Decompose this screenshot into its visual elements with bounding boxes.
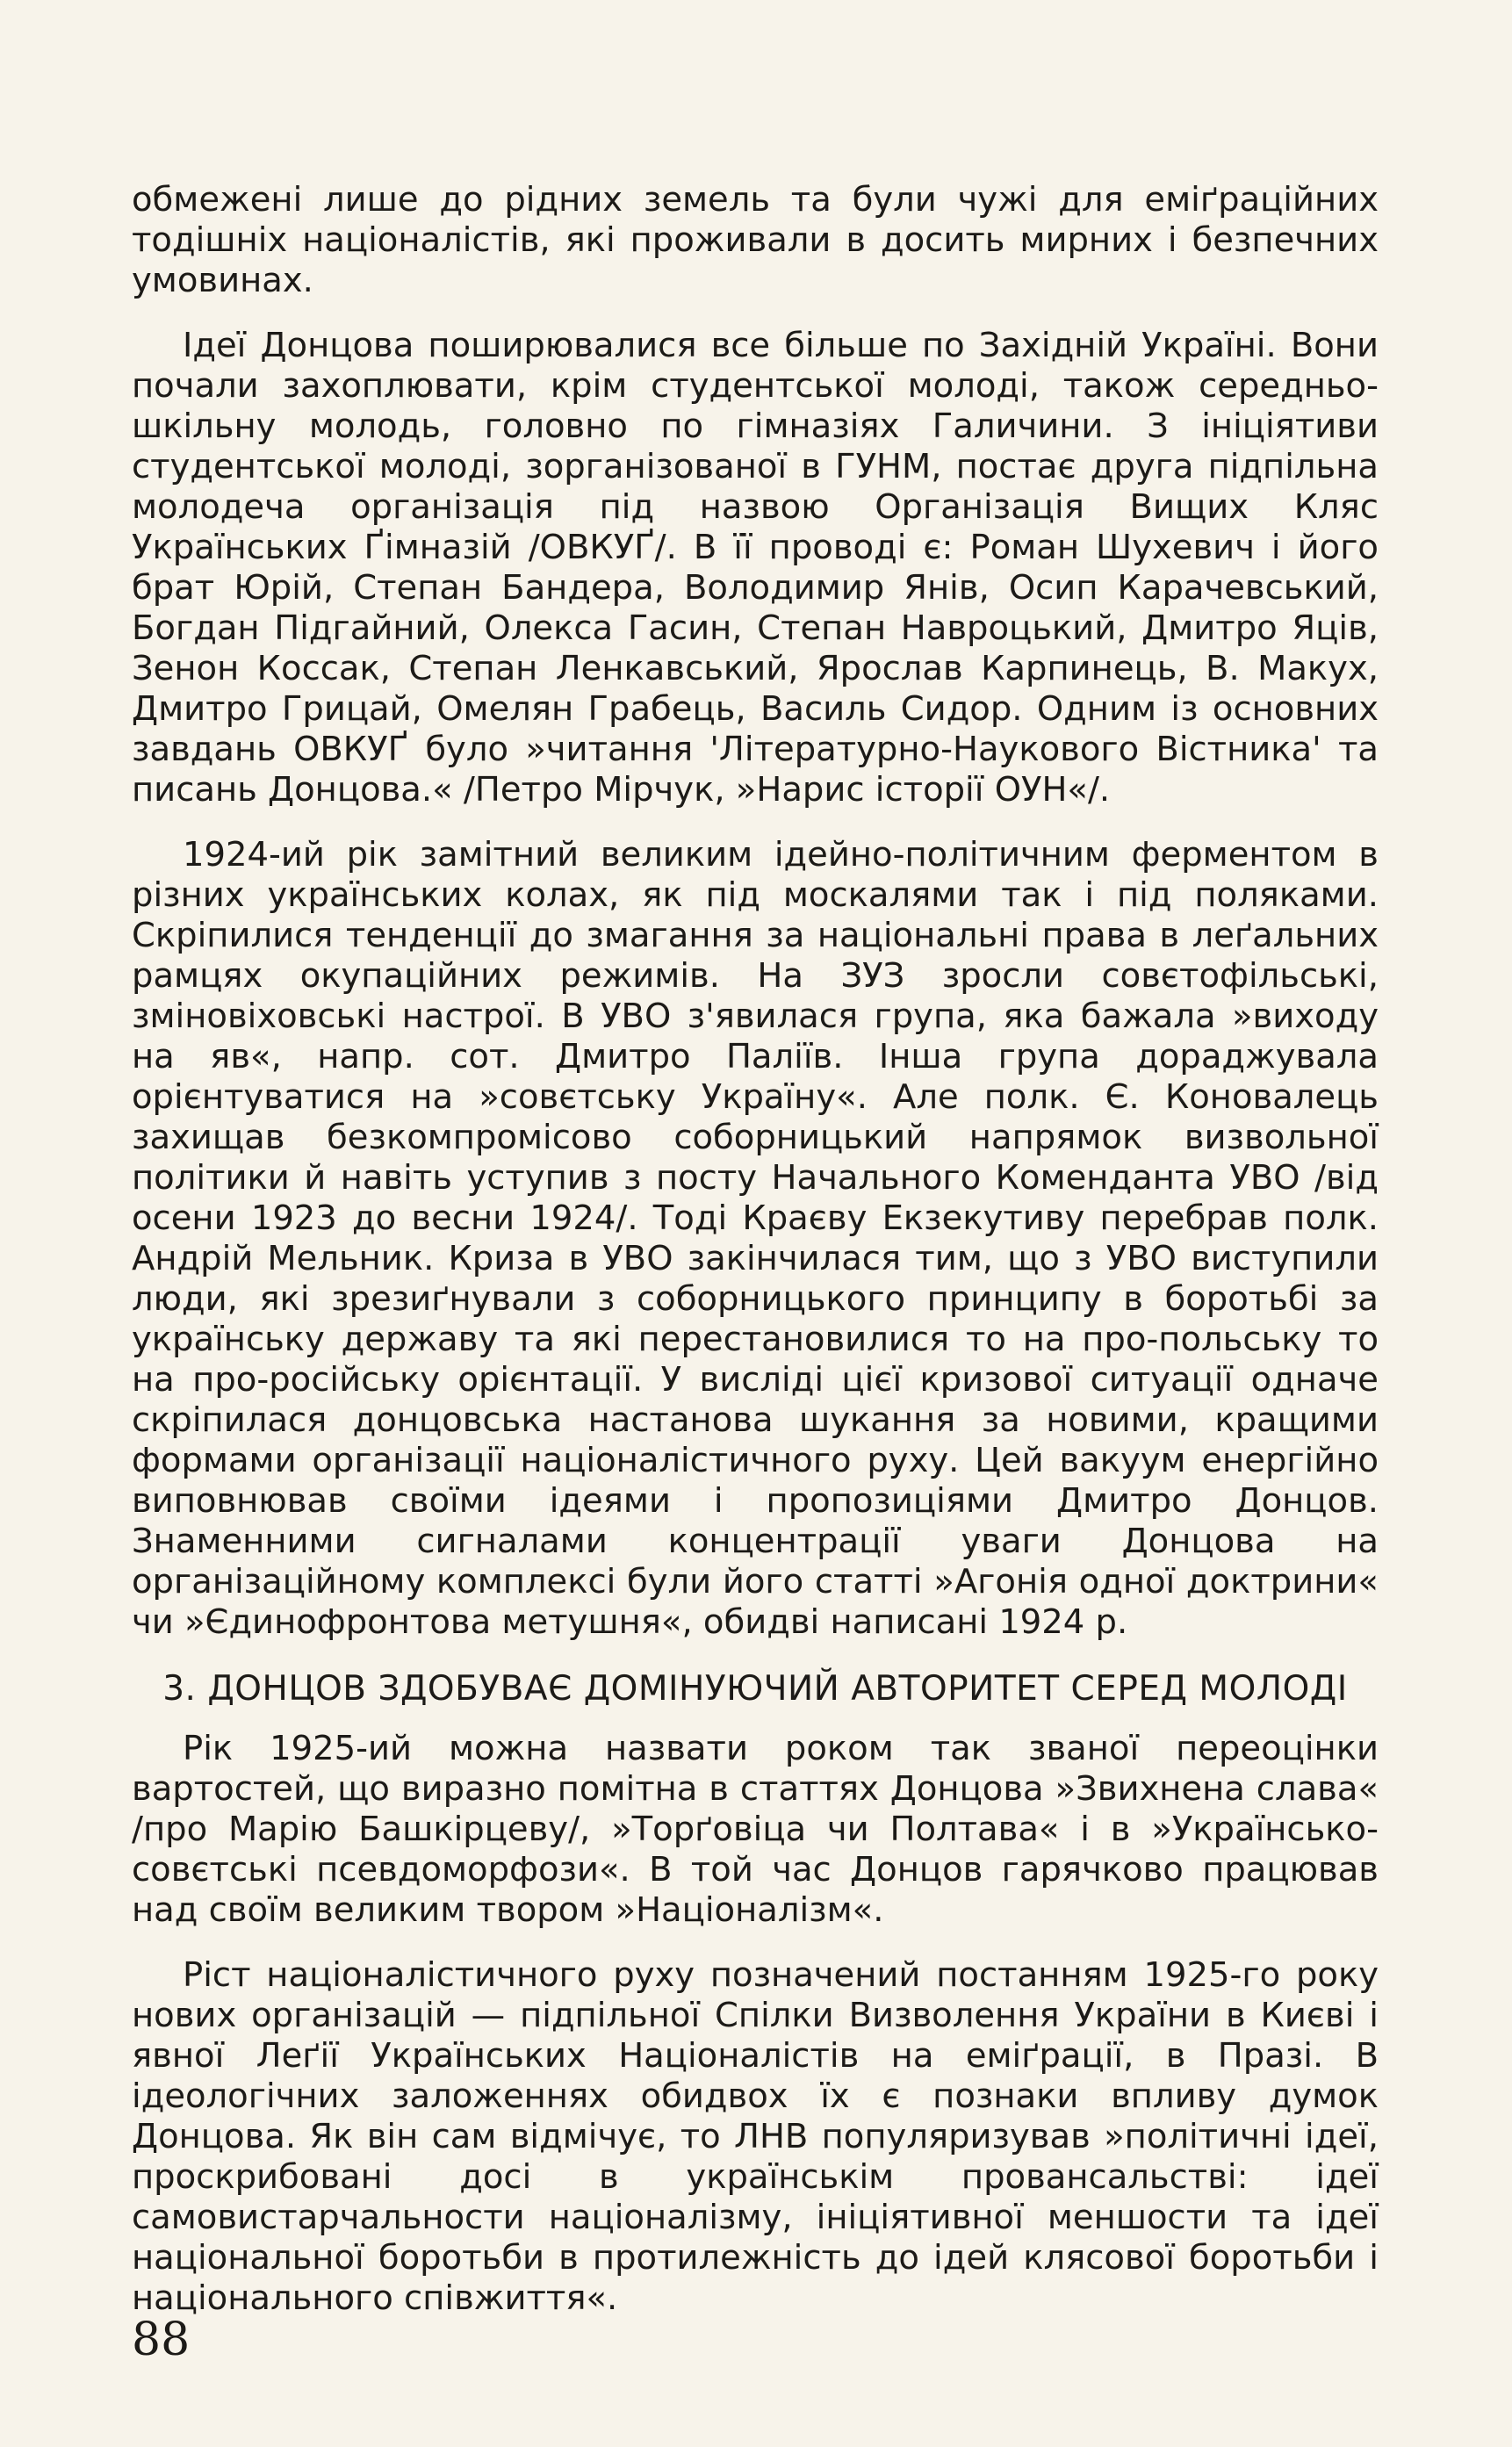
paragraph-1924: 1924-ий рік замітний великим ідейно-політичним ферментом в різних українських колах, як під москалями так і під поляками. Скріпилися тенденції до змагання за національні права в леґальних рамцях окупаційних режимів. На ЗУЗ зросли совєтофільські, зміновіховські настрої. В УВО з'явилася група, яка бажала »виходу на яв«, напр. сот. Дмитро Паліїв. Інша група дораджувала орієнтуватися на »совєтську Україну«. Але полк. Є. Коновалець захищав безкомпромісово соборницький напрямок визвольної політики й навіть уступив з посту Начального Коменданта УВО /від осени 1923 до весни 1924/. Тоді Краєву Екзекутиву перебрав полк. Андрій Мельник. Криза в УВО закінчилася тим, що з УВО виступили люди, які зрезиґнували з соборницького принципу в боротьбі за українську державу та які перестановилися то на про-польську то на про-російську орієнтації. У висліді цієї кризової ситуації одначе скріпилася донцовська настанова шукання за новими, кращими формами організації націоналістичного руху. Цей вакуум енергійно виповнював своїми ідеями і пропозиціями Дмитро Донцов. Знаменними сигналами концентрації уваги Донцова на організаційному комплексі були його статті »Агонія одної доктрини« чи »Єдинофронтова метушня«, обидві написані 1924 р. <box>132 835 1379 1642</box>
paragraph-1925: Рік 1925-ий можна назвати роком так званої переоцінки вартостей, що виразно помітна в статтях Донцова »Звихнена слава« /про Марію Башкірцеву/, »Торґовіца чи Полтава« і в »Українсько-совєтські псевдоморфози«. В той час Донцов гарячково працював над своїм великим твором »Націоналізм«. <box>132 1729 1379 1930</box>
paragraph-movement-growth: Ріст націоналістичного руху позначений постанням 1925-го року нових організацій — підпільної Спілки Визволення України в Києві і явної Леґії Українських Націоналістів на еміґрації, в Празі. В ідеологічних заложеннях обидвох їх є познаки впливу думок Донцова. Як він сам відмічує, то ЛНВ популяризував »політичні ідеї, проскрибовані досі в українськім провансальстві: ідеї самовистарчальности націоналізму, ініціятивної меншости та ідеї національної боротьби в протилежність до ідей клясової боротьби і національного співжиття«. <box>132 1955 1379 2318</box>
page-number: 88 <box>132 2314 191 2366</box>
paragraph-dontsov-ideas: Ідеї Донцова поширювалися все більше по Західній Україні. Вони почали захоплювати, крім студентської молоді, також середньо-шкільну молодь, головно по гімназіях Галичини. З ініціятиви студентської молоді, зорганізованої в ГУНМ, постає друга підпільна молодеча організація під назвою Організація Вищих Кляс Українських Ґімназій /ОВКУҐ/. В її проводі є: Роман Шухевич і його брат Юрій, Степан Бандера, Володимир Янів, Осип Карачевський, Богдан Підгайний, Олекса Гасин, Степан Навроцький, Дмитро Яців, Зенон Коссак, Степан Ленкавський, Ярослав Карпинець, В. Макух, Дмитро Грицай, Омелян Грабець, Василь Сидор. Одним із основних завдань ОВКУҐ було »читання 'Літературно-Наукового Вістника' та писань Донцова.« /Петро Мірчук, »Нарис історії ОУН«/. <box>132 326 1379 810</box>
paragraph-continuation: обмежені лише до рідних земель та були чужі для еміґраційних тодішніх націоналістів, які проживали в досить мирних і безпечних умовинах. <box>132 180 1379 300</box>
page-body <box>132 180 1379 2343</box>
section-heading: 3. ДОНЦОВ ЗДОБУВАЄ ДОМІНУЮЧИЙ АВТОРИТЕТ СЕРЕД МОЛОДІ <box>162 1669 1348 1709</box>
